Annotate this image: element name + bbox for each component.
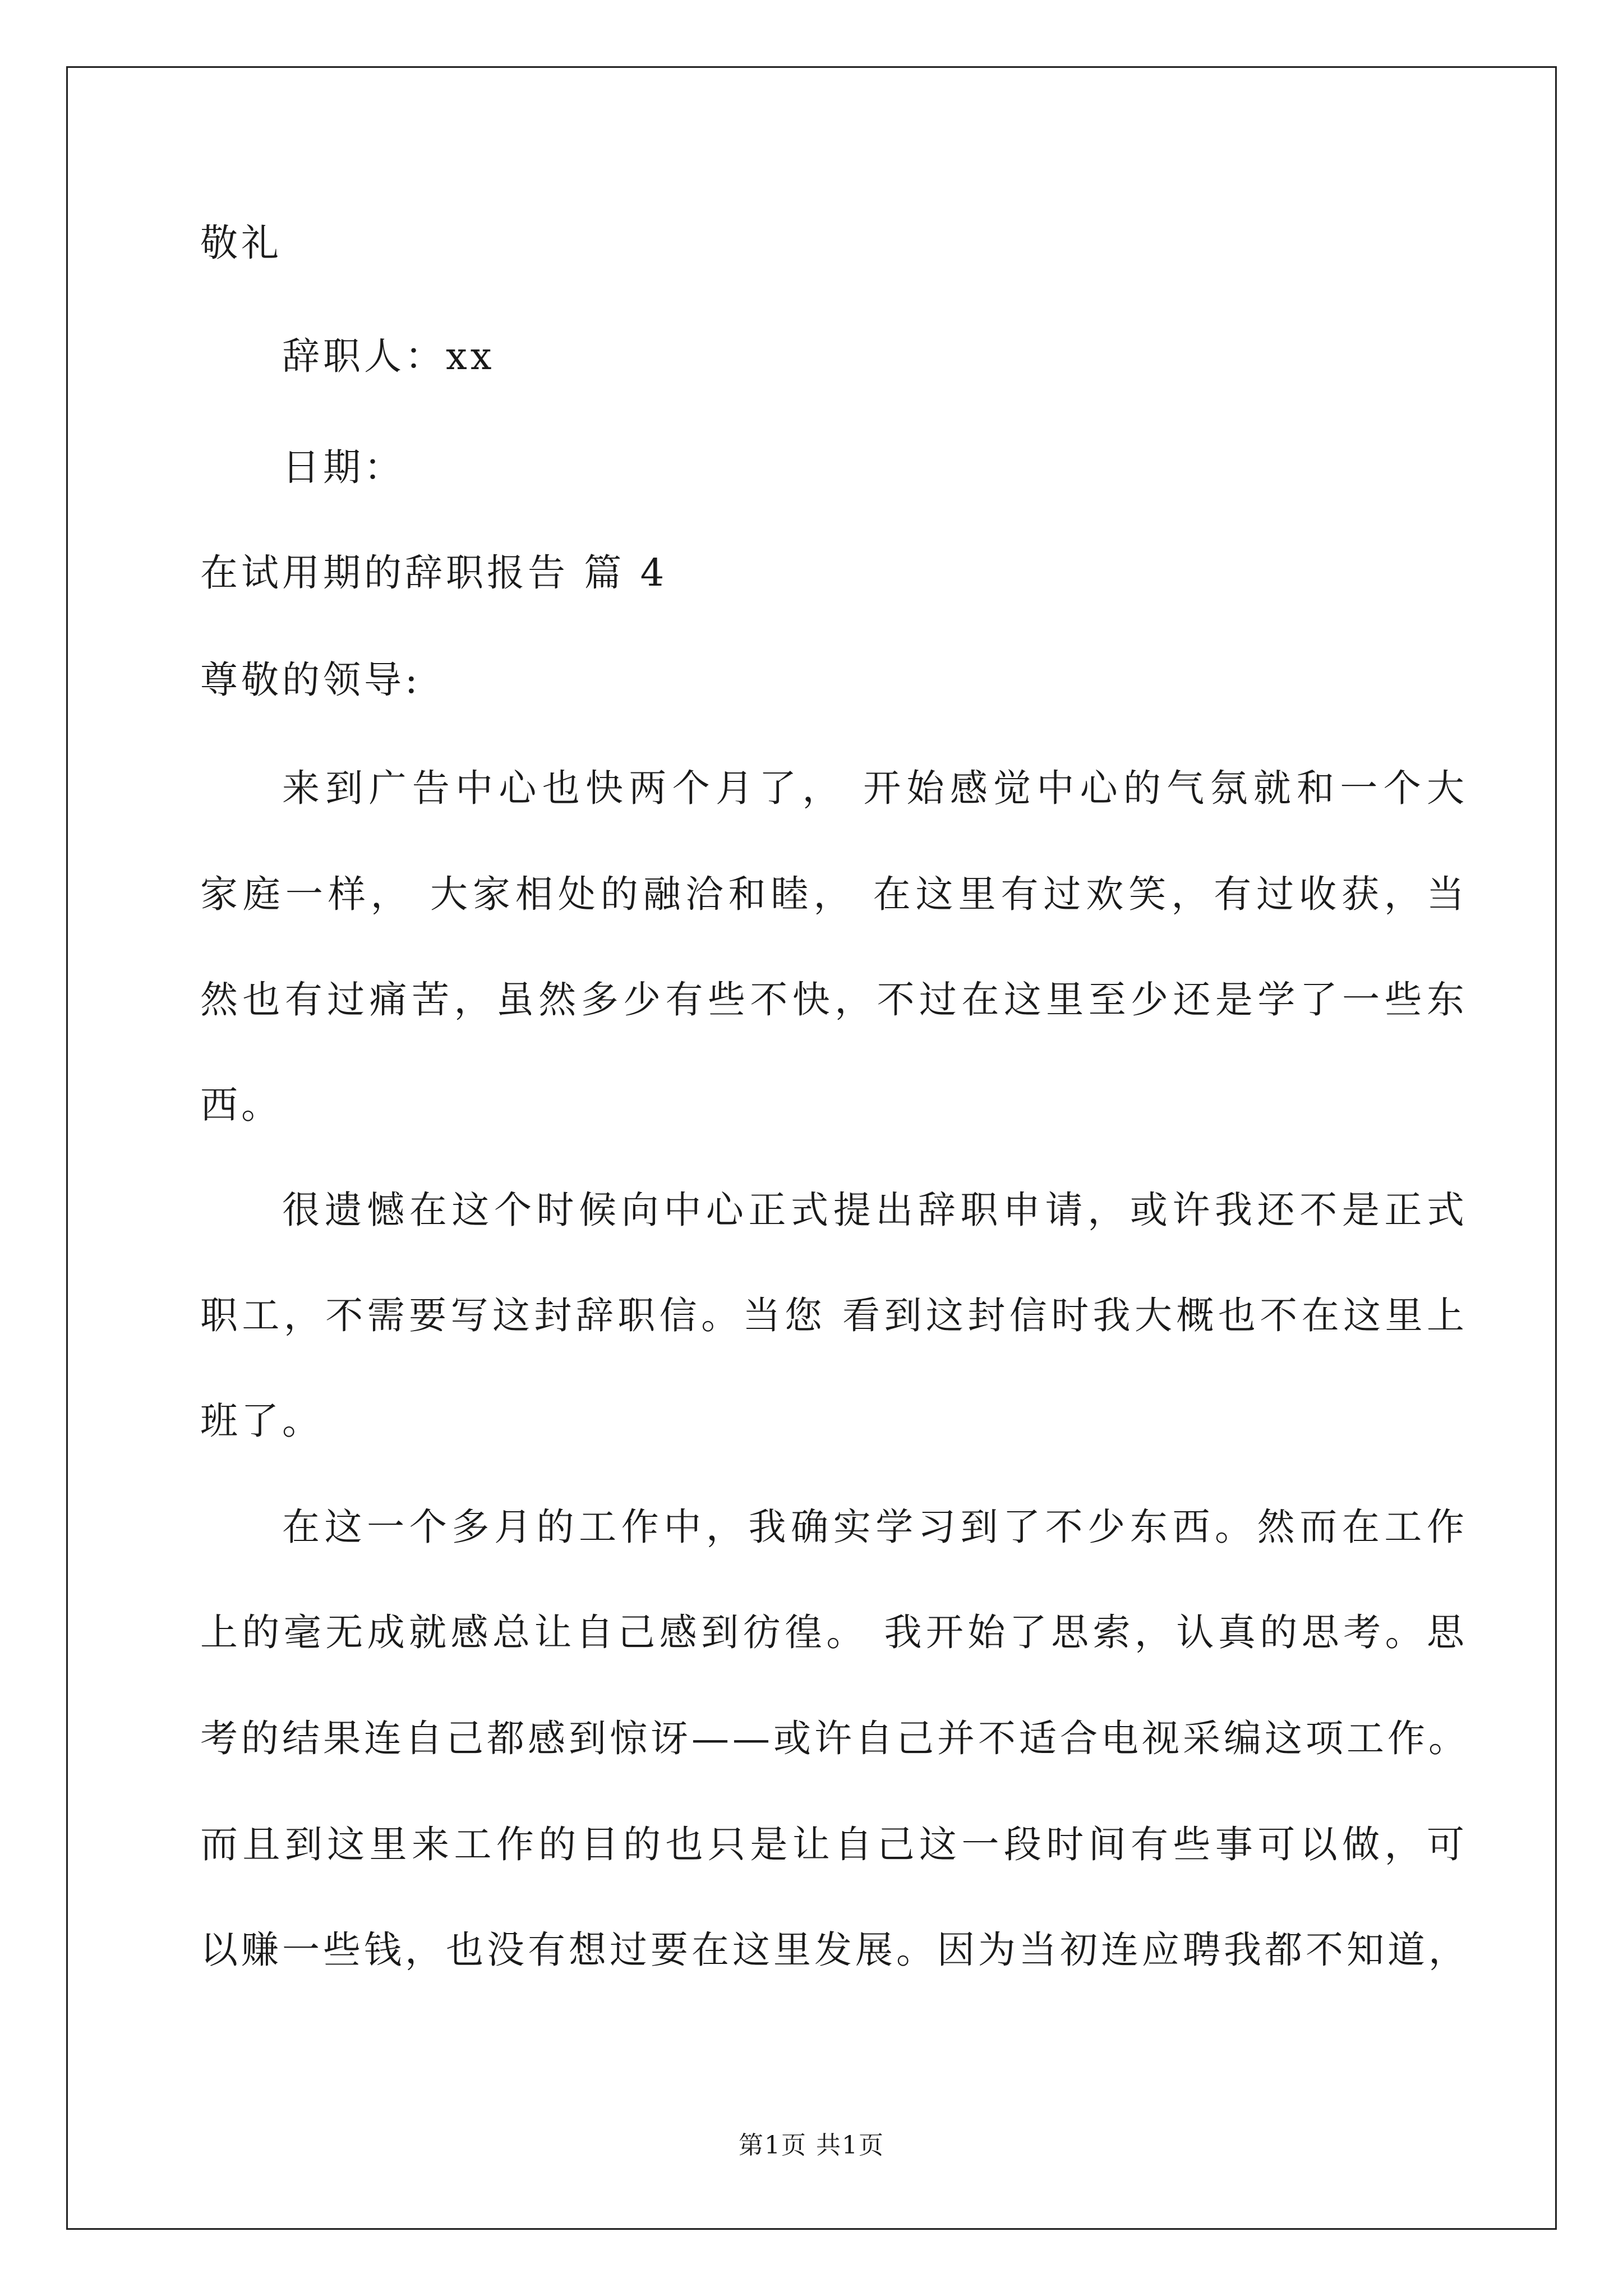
closing-salutation: 敬礼: [200, 221, 282, 265]
paragraph-1-line-4: 西。: [200, 1083, 282, 1127]
paragraph-3-line-5: 以赚一些钱，也没有想过要在这里发展。因为当初连应聘我都不知道，: [200, 1928, 1469, 1972]
paragraph-1-line-1: 来到广告中心也快两个月了， 开始感觉中心的气氛就和一个大: [282, 766, 1468, 810]
section-heading: 在试用期的辞职报告 篇 4: [200, 551, 668, 595]
paragraph-2-line-2: 职工，不需要写这封辞职信。当您 看到这封信时我大概也不在这里上: [200, 1294, 1468, 1337]
paragraph-3-line-1: 在这一个多月的工作中，我确实学习到了不少东西。然而在工作: [282, 1505, 1468, 1549]
page-border: [66, 66, 1557, 2230]
greeting: 尊敬的领导:: [200, 658, 421, 702]
paragraph-2-line-1: 很遗憾在这个时候向中心正式提出辞职申请，或许我还不是正式: [282, 1188, 1468, 1232]
paragraph-3-line-4: 而且到这里来工作的目的也只是让自己这一段时间有些事可以做，可: [200, 1823, 1468, 1866]
paragraph-1-line-2: 家庭一样， 大家相处的融洽和睦， 在这里有过欢笑，有过收获，当: [200, 872, 1468, 916]
paragraph-1-line-3: 然也有过痛苦，虽然多少有些不快，不过在这里至少还是学了一些东: [200, 978, 1468, 1022]
date-line: 日期：: [282, 445, 405, 489]
paragraph-2-line-3: 班了。: [200, 1399, 323, 1443]
page-footer: 第1页 共1页: [739, 2131, 884, 2160]
signature-line: 辞职人：xx: [282, 334, 495, 378]
paragraph-3-line-2: 上的毫无成就感总让自己感到彷徨。 我开始了思索，认真的思考。思: [200, 1611, 1468, 1654]
paragraph-3-line-3: 考的结果连自己都感到惊讶——或许自己并不适合电视采编这项工作。: [200, 1717, 1469, 1760]
